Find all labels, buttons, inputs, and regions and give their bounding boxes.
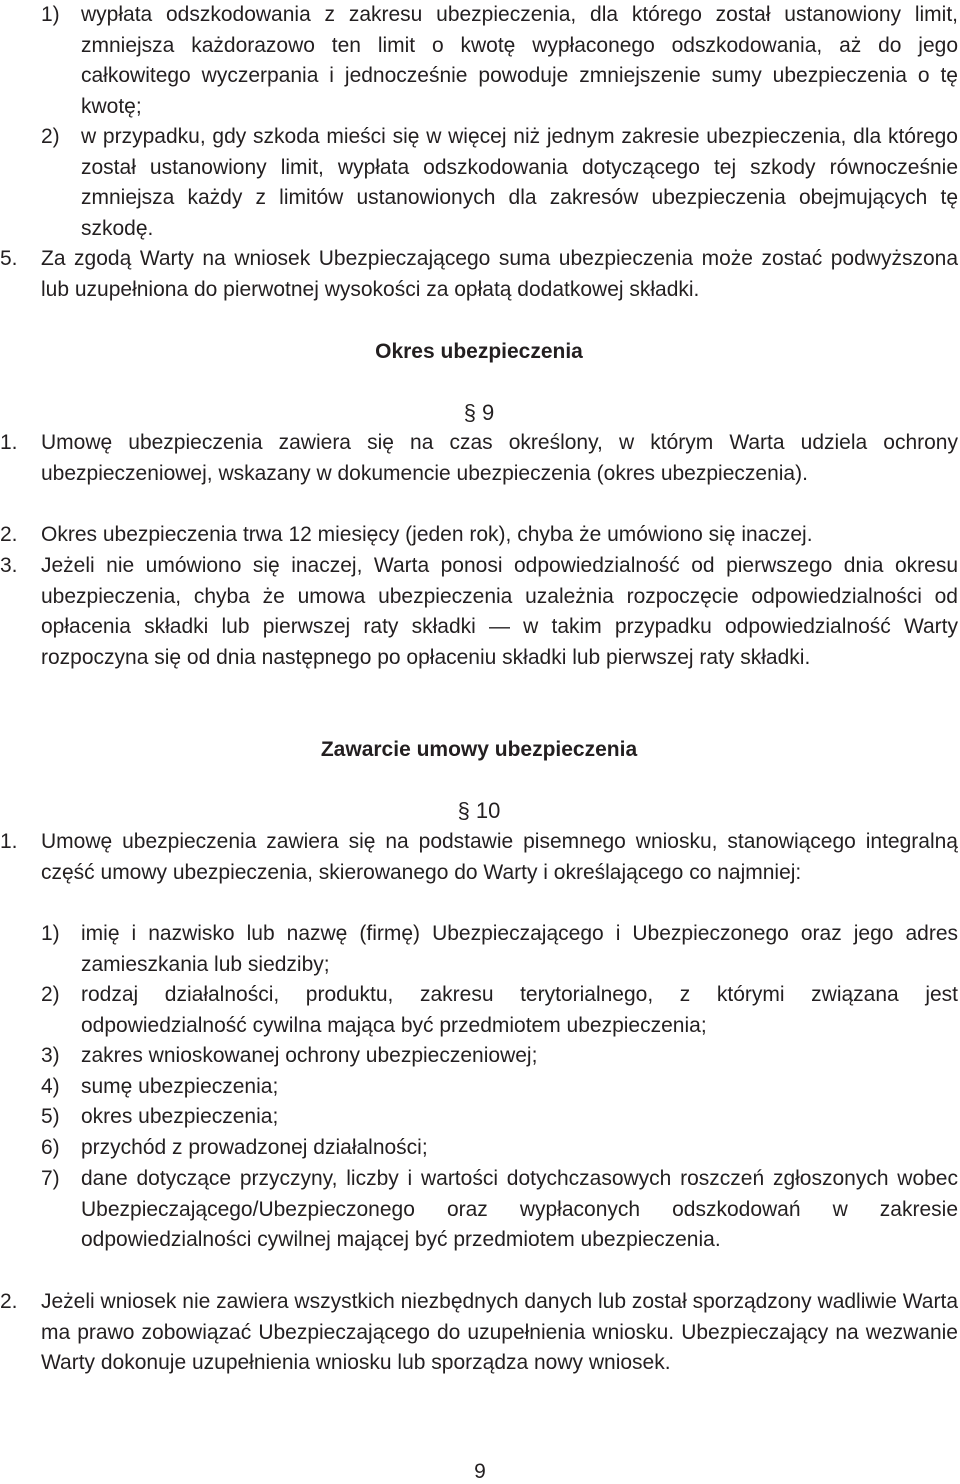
list-item xyxy=(0,919,958,980)
list-item xyxy=(0,827,958,888)
section-heading: Okres ubezpieczenia xyxy=(375,340,583,363)
item-text: Jeżeli nie umówiono się inaczej, Warta ponosi odpowiedzialność od pierwszego dnia okresu ubezpieczenia, chyba że umowa ubezpieczenia uzależnia rozpoczęcie odpowiedzialności od opłacenia składki lub pierwszej raty składki — w takim przypadku odpowiedzialność Warty rozpoczyna się od dnia następnego po opłaceniu składki lub pierwszej raty składki. xyxy=(41,554,958,669)
item-text: Za zgodą Warty na wniosek Ubezpieczającego suma ubezpieczenia może zostać podwyższona lub uzupełniona do pierwotnej wysokości za opłatą dodatkowej składki. xyxy=(41,247,958,301)
list-item xyxy=(0,428,958,489)
paragraph-number: § 10 xyxy=(457,798,501,823)
list-item xyxy=(0,520,958,551)
list-item xyxy=(0,1133,958,1164)
item-number: 1. xyxy=(0,431,18,454)
item-number: 2. xyxy=(0,1290,18,1313)
item-text: imię i nazwisko lub nazwę (firmę) Ubezpieczającego i Ubezpieczonego oraz jego adres zamieszkania lub siedziby; xyxy=(81,922,958,976)
item-text: zakres wnioskowanej ochrony ubezpieczeniowej; xyxy=(81,1044,538,1067)
item-text: Okres ubezpieczenia trwa 12 miesięcy (jeden rok), chyba że umówiono się inaczej. xyxy=(41,523,813,546)
item-text: wypłata odszkodowania z zakresu ubezpieczenia, dla którego został ustanowiony limit, zmniejsza każdorazowo ten limit o kwotę wypłaconego odszkodowania, aż do jego całkowitego wyczerpania i jednocześnie powoduje zmniejszenie sumy ubezpieczenia o tę kwotę; xyxy=(81,3,958,118)
item-number: 2) xyxy=(41,125,60,148)
list-item xyxy=(0,980,958,1041)
list-item xyxy=(0,1072,958,1103)
item-number: 4) xyxy=(41,1075,60,1098)
item-number: 7) xyxy=(41,1167,60,1190)
item-text: Umowę ubezpieczenia zawiera się na czas określony, w którym Warta udziela ochrony ubezpieczeniowej, wskazany w dokumencie ubezpieczenia (okres ubezpieczenia). xyxy=(41,431,958,485)
item-text: Jeżeli wniosek nie zawiera wszystkich niezbędnych danych lub został sporządzony wadliwie Warta ma prawo zobowiązać Ubezpieczającego do uzupełnienia wniosku. Ubezpieczający na wezwanie Warty dokonuje uzupełnienia wniosku lub sporządza nowy wniosek. xyxy=(41,1290,958,1375)
item-number: 6) xyxy=(41,1136,60,1159)
list-item xyxy=(0,1102,958,1133)
paragraph-number: § 9 xyxy=(463,400,495,425)
list-item xyxy=(0,244,958,305)
item-number: 1) xyxy=(41,922,60,945)
item-number: 1) xyxy=(41,3,60,26)
item-number: 5. xyxy=(0,247,18,270)
list-item xyxy=(0,1041,958,1072)
list-item xyxy=(0,1287,958,1379)
list-item xyxy=(0,0,958,122)
section-heading: Zawarcie umowy ubezpieczenia xyxy=(320,738,638,761)
item-text: Umowę ubezpieczenia zawiera się na podstawie pisemnego wniosku, stanowiącego integralną część umowy ubezpieczenia, skierowanego do Warty i określającego co najmniej: xyxy=(41,830,958,884)
item-text: dane dotyczące przyczyny, liczby i wartości dotychczasowych roszczeń zgłoszonych wobec Ubezpieczającego/Ubezpieczonego oraz wypłaconych odszkodowań w zakresie odpowiedzialności cywilnej mającej być przedmiotem ubezpieczenia. xyxy=(81,1167,958,1252)
item-text: okres ubezpieczenia; xyxy=(81,1105,279,1128)
page-number: 9 xyxy=(474,1460,486,1483)
item-number: 2. xyxy=(0,523,18,546)
item-text: w przypadku, gdy szkoda mieści się w więcej niż jednym zakresie ubezpieczenia, dla którego został ustanowiony limit, wypłata odszkodowania dotyczącego tej szkody równocześnie zmniejsza każdy z limitów ustanowionych dla zakresów ubezpieczenia obejmujących tę szkodę. xyxy=(81,125,958,240)
list-item xyxy=(0,122,958,244)
item-number: 3. xyxy=(0,554,18,577)
item-number: 2) xyxy=(41,983,60,1006)
list-item xyxy=(0,551,958,673)
item-number: 5) xyxy=(41,1105,60,1128)
item-text: sumę ubezpieczenia; xyxy=(81,1075,279,1098)
item-number: 1. xyxy=(0,830,18,853)
item-number: 3) xyxy=(41,1044,60,1067)
item-text: przychód z prowadzonej działalności; xyxy=(81,1136,428,1159)
list-item xyxy=(0,1164,958,1256)
item-text: rodzaj działalności, produktu, zakresu terytorialnego, z którymi związana jest odpowiedzialność cywilna mająca być przedmiotem ubezpieczenia; xyxy=(81,983,958,1037)
